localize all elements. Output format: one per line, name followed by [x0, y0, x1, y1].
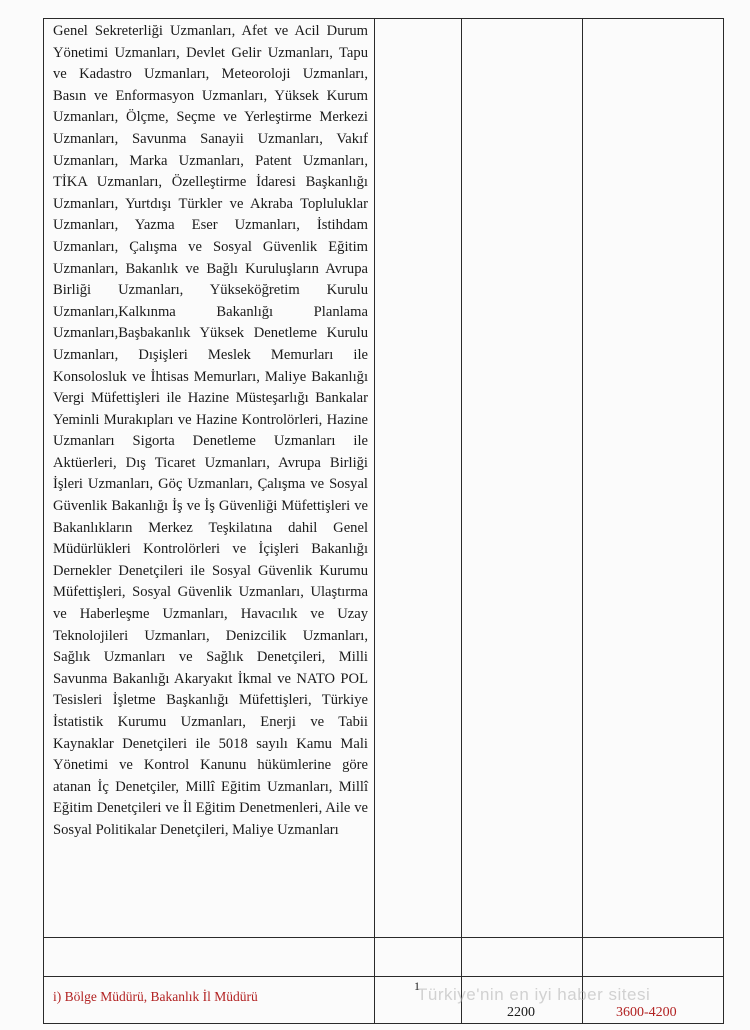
- indicator-value: 2200: [507, 1005, 535, 1020]
- footnote-mark: 1: [414, 979, 420, 993]
- watermark-text: Türkiye'nin en iyi haber sitesi: [417, 985, 651, 1004]
- row-divider: [44, 976, 723, 977]
- row-label-regional-director: i) Bölge Müdürü, Bakanlık İl Müdürü: [53, 989, 258, 1004]
- column-divider: [374, 19, 375, 1023]
- salary-range-value: 3600-4200: [616, 1005, 677, 1020]
- column-divider: [461, 19, 462, 1023]
- indicator-table: [43, 18, 724, 1024]
- column-divider: [582, 19, 583, 1023]
- title-list-cell: Genel Sekreterliği Uzmanları, Afet ve Acil Durum Yönetimi Uzmanları, Devlet Gelir Uzmanları, Tapu ve Kadastro Uzmanları, Meteoroloji Uzmanları, Basın ve Enformasyon Uzmanları, Yüksek Kurum Uzmanları, Ölçme, Seçme ve Yerleştirme Merkezi Uzmanları, Savunma Sanayii Uzmanları, Vakıf Uzmanları, Marka Uzmanları, Patent Uzmanları, TİKA Uzmanları, Özelleştirme İdaresi Başkanlığı Uzmanları, Yurtdışı Türkler ve Akraba Topluluklar Uzmanları, Yazma Eser Uzmanları, İstihdam Uzmanları, Çalışma ve Sosyal Güvenlik Eğitim Uzmanları, Bakanlık ve Bağlı Kuruluşların Avrupa Birliği Uzmanları, Yükseköğretim Kurulu Uzmanları,Kalkınma Bakanlığı Planlama Uzmanları,Başbakanlık Yüksek Denetleme Kurulu Uzmanları, Dışişleri Meslek Memurları ile Konsolosluk ve İhtisas Memurları, Maliye Bakanlığı Vergi Müfettişleri ile Hazine Müsteşarlığı Bankalar Yeminli Murakıpları ve Hazine Kontrolörleri, Hazine Uzmanları Sigorta Denetleme Uzmanları ile Aktüerleri, Dış Ticaret Uzmanları, Avrupa Birliği İşleri Uzmanları, Göç Uzmanları, Çalışma ve Sosyal Güvenlik Bakanlığı İş ve İş Güvenliği Müfettişleri ve Bakanlıkların Merkez Teşkilatına dahil Genel Müdürlükleri Kontrolörleri ve İçişleri Bakanlığı Dernekler Denetçileri ile Sosyal Güvenlik Kurumu Müfettişleri, Sosyal Güvenlik Uzmanları, Ulaştırma ve Haberleşme Uzmanları, Havacılık ve Uzay Teknolojileri Uzmanları, Denizcilik Uzmanları, Sağlık Uzmanları ve Sağlık Denetçileri, Milli Savunma Bakanlığı Akaryakıt İkmal ve NATO POL Tesisleri İşletme Başkanlığı Müfettişleri, Türkiye İstatistik Kurumu Uzmanları, Enerji ve Tabii Kaynaklar Denetçileri ile 5018 sayılı Kamu Mali Yönetimi ve Kontrol Kanunu hükümlerine göre atanan İç Denetçiler, Millî Eğitim Uzmanları, Millî Eğitim Denetçileri ve İl Eğitim Denetmenleri, Aile ve Sosyal Politikalar Denetçileri, Maliye Uzmanları: [53, 23, 368, 838]
- row-divider: [44, 937, 723, 938]
